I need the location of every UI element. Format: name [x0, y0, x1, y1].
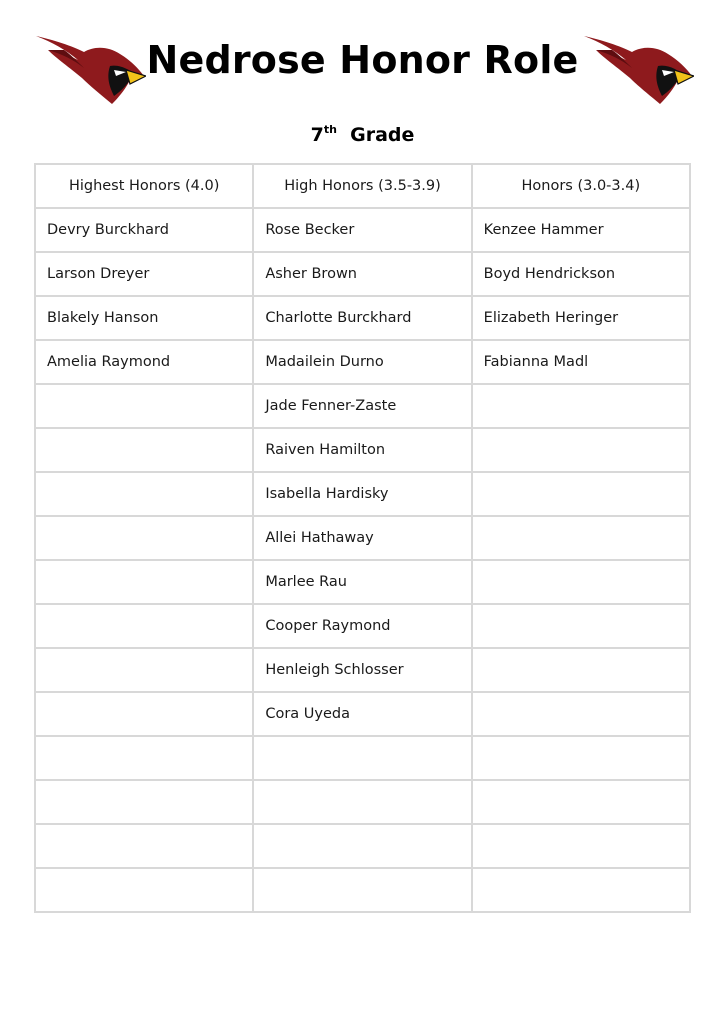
table-cell — [35, 516, 253, 560]
table-cell — [253, 780, 471, 824]
cardinal-head-icon — [582, 32, 694, 108]
table-cell: Kenzee Hammer — [472, 208, 690, 252]
table-cell: Isabella Hardisky — [253, 472, 471, 516]
table-cell — [35, 824, 253, 868]
table-cell: Devry Burckhard — [35, 208, 253, 252]
table-cell: Cora Uyeda — [253, 692, 471, 736]
table-cell: Asher Brown — [253, 252, 471, 296]
table-cell: Rose Becker — [253, 208, 471, 252]
table-cell — [472, 648, 690, 692]
table-row — [35, 516, 690, 560]
table-row — [35, 648, 690, 692]
table-row — [35, 736, 690, 780]
table-row — [35, 824, 690, 868]
column-header-honors: Honors (3.0-3.4) — [472, 164, 690, 208]
table-cell — [472, 604, 690, 648]
table-cell: Allei Hathaway — [253, 516, 471, 560]
grade-label: Grade — [350, 124, 415, 146]
column-header-highest-honors: Highest Honors (4.0) — [35, 164, 253, 208]
table-cell — [35, 736, 253, 780]
grade-suffix: th — [323, 123, 337, 136]
table-cell: Madailein Durno — [253, 340, 471, 384]
table-cell: Amelia Raymond — [35, 340, 253, 384]
table-cell — [472, 824, 690, 868]
table-cell — [472, 780, 690, 824]
table-cell — [472, 516, 690, 560]
table-row — [35, 604, 690, 648]
table-cell — [35, 472, 253, 516]
table-cell: Jade Fenner-Zaste — [253, 384, 471, 428]
table-cell — [472, 692, 690, 736]
table-cell: Blakely Hanson — [35, 296, 253, 340]
page-title: Nedrose Honor Role — [146, 38, 579, 82]
table-cell — [472, 384, 690, 428]
table-row — [35, 472, 690, 516]
table-row — [35, 780, 690, 824]
table-cell — [253, 868, 471, 912]
table-cell — [472, 560, 690, 604]
table-cell: Boyd Hendrickson — [472, 252, 690, 296]
table-row — [35, 384, 690, 428]
table-header-row — [35, 164, 690, 208]
grade-number: 7 — [310, 124, 324, 146]
table-row — [35, 428, 690, 472]
honor-roll-table — [34, 163, 691, 913]
table-cell: Charlotte Burckhard — [253, 296, 471, 340]
table-cell — [253, 736, 471, 780]
table-cell — [35, 560, 253, 604]
table-row — [35, 340, 690, 384]
table-cell — [35, 780, 253, 824]
table-row — [35, 692, 690, 736]
table-cell: Cooper Raymond — [253, 604, 471, 648]
table-cell — [472, 868, 690, 912]
table-cell: Elizabeth Heringer — [472, 296, 690, 340]
table-row — [35, 296, 690, 340]
table-row — [35, 208, 690, 252]
column-header-high-honors: High Honors (3.5-3.9) — [253, 164, 471, 208]
table-row — [35, 868, 690, 912]
table-cell: Marlee Rau — [253, 560, 471, 604]
table-row — [35, 252, 690, 296]
table-cell — [253, 824, 471, 868]
table-cell: Fabianna Madl — [472, 340, 690, 384]
table-cell — [35, 648, 253, 692]
table-cell — [35, 384, 253, 428]
table-cell — [35, 428, 253, 472]
table-cell — [35, 604, 253, 648]
table-cell — [472, 428, 690, 472]
table-cell: Henleigh Schlosser — [253, 648, 471, 692]
table-cell: Larson Dreyer — [35, 252, 253, 296]
table-cell: Raiven Hamilton — [253, 428, 471, 472]
grade-heading — [0, 121, 725, 152]
table-cell — [472, 472, 690, 516]
table-cell — [35, 692, 253, 736]
table-row — [35, 560, 690, 604]
table-cell — [472, 736, 690, 780]
table-cell — [35, 868, 253, 912]
